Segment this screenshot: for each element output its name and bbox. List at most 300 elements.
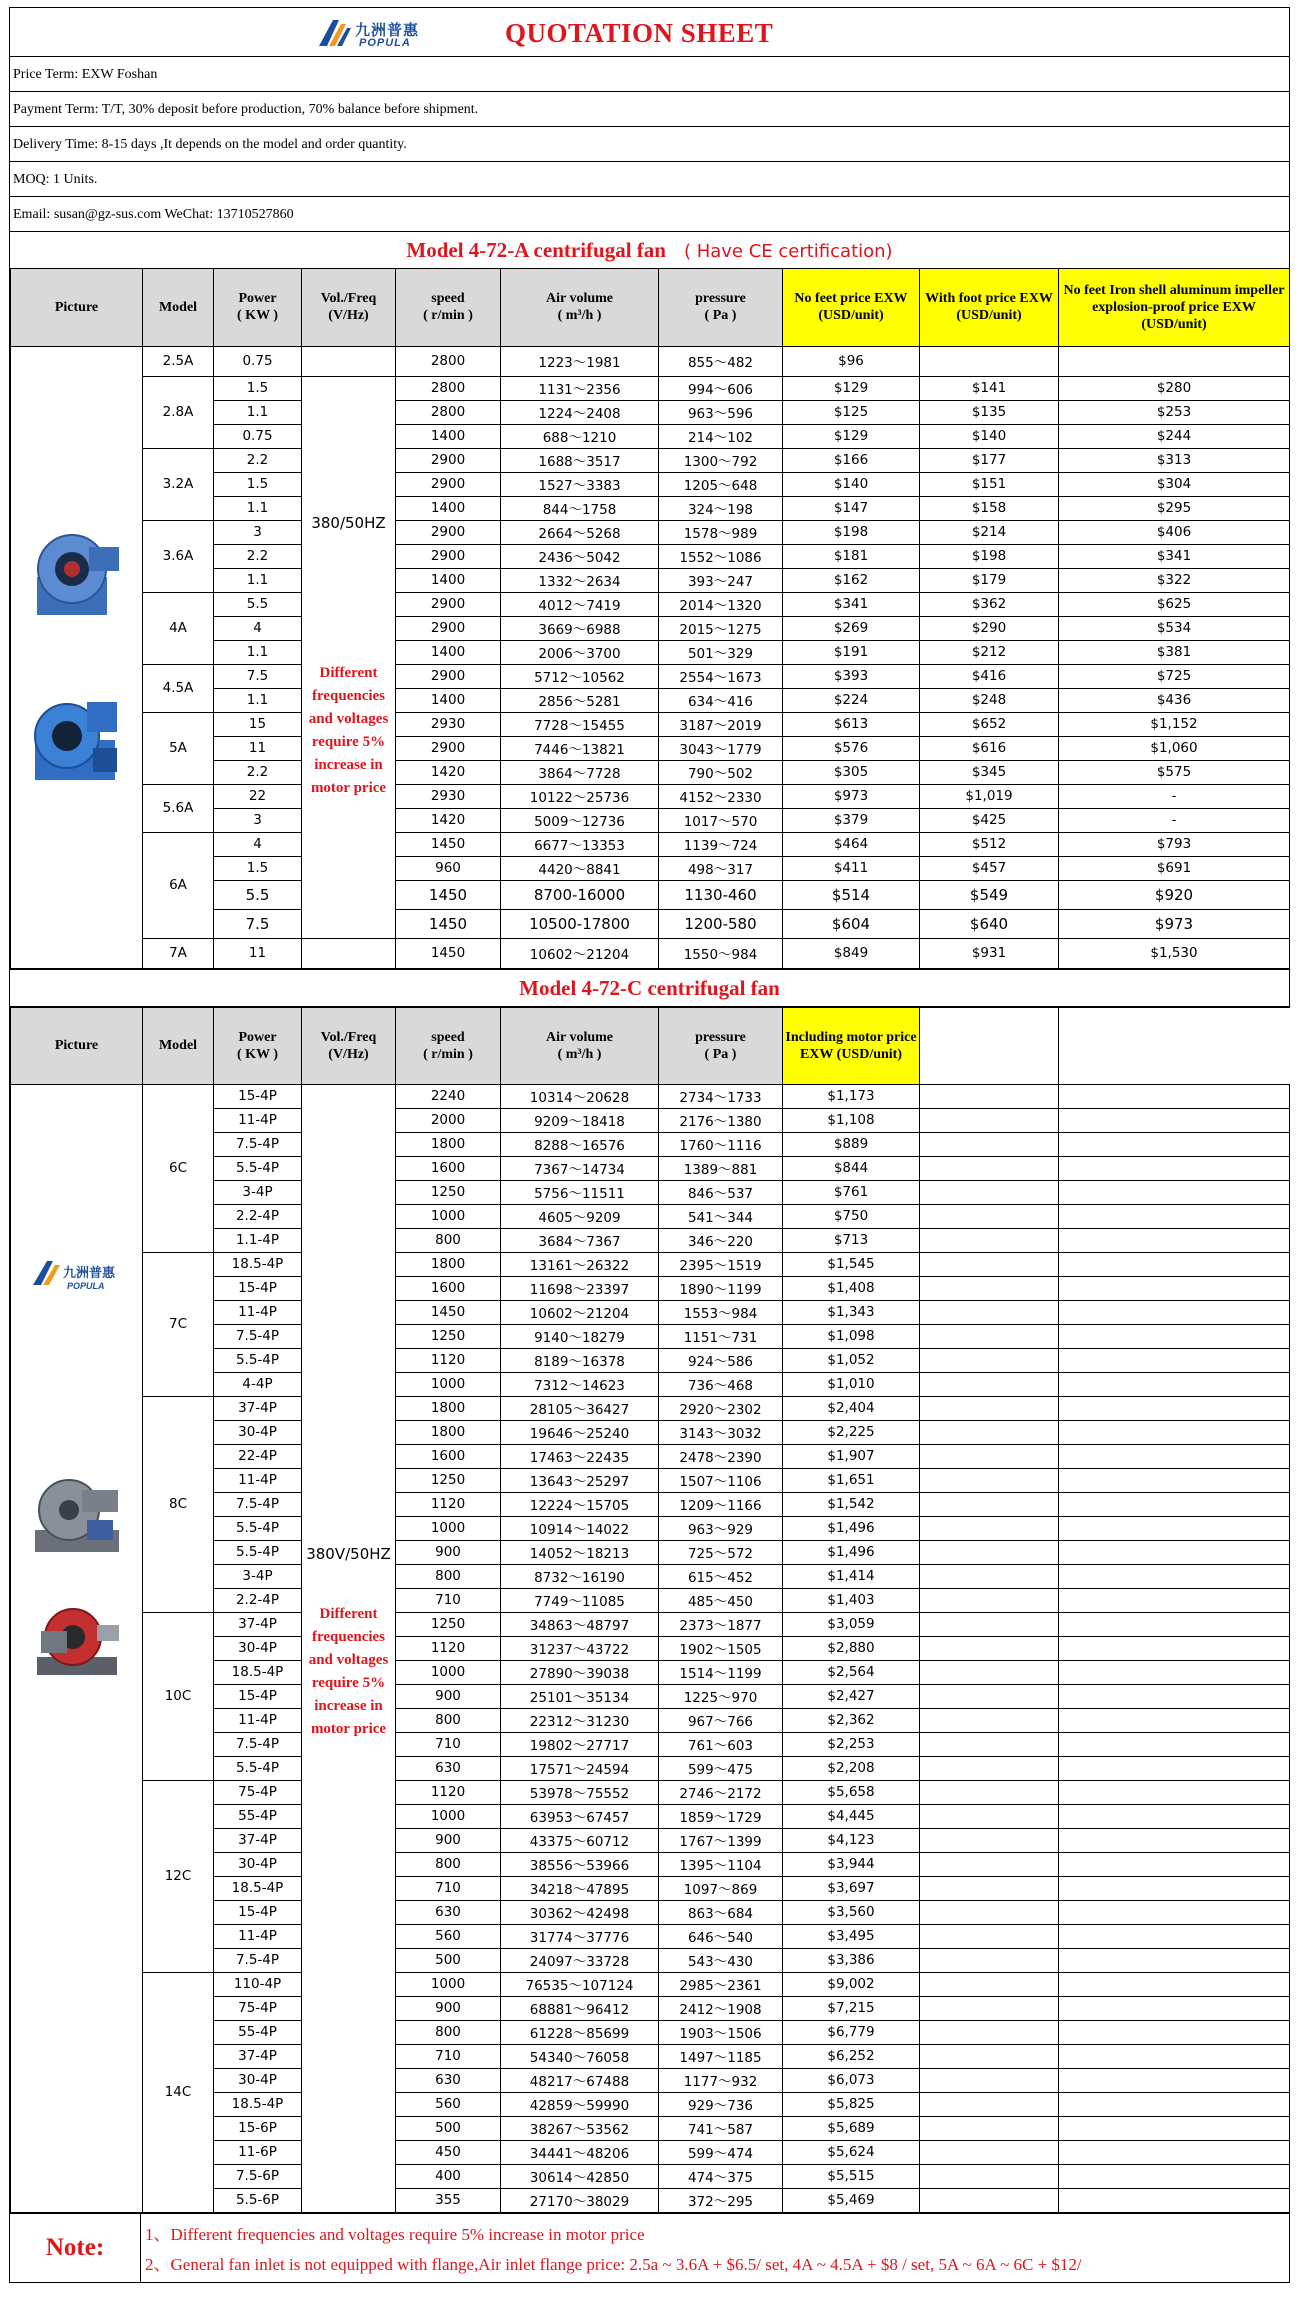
empty-cell (1059, 1108, 1290, 1132)
pressure-cell: 741～587 (659, 2116, 783, 2140)
empty-cell (920, 2140, 1059, 2164)
motor-price-cell: $1,403 (783, 1588, 920, 1612)
air-volume-cell: 63953～67457 (501, 1804, 659, 1828)
speed-cell: 800 (396, 1228, 501, 1252)
speed-cell: 1250 (396, 1324, 501, 1348)
power-cell: 15-6P (214, 2116, 302, 2140)
empty-cell (920, 1996, 1059, 2020)
air-volume-cell: 19802～27717 (501, 1732, 659, 1756)
power-cell: 11 (214, 736, 302, 760)
power-cell: 55-4P (214, 1804, 302, 1828)
with-foot-price-cell: $616 (920, 736, 1059, 760)
with-foot-price-cell: $290 (920, 616, 1059, 640)
pressure-cell: 498～317 (659, 856, 783, 880)
air-volume-cell: 1131～2356 (501, 376, 659, 400)
air-volume-cell: 13643～25297 (501, 1468, 659, 1492)
power-cell: 5.5-4P (214, 1156, 302, 1180)
speed-cell: 710 (396, 1732, 501, 1756)
explosion-proof-price-cell: $341 (1059, 544, 1290, 568)
air-volume-cell: 10500-17800 (501, 909, 659, 938)
speed-cell: 1120 (396, 1636, 501, 1660)
no-feet-price-cell: $269 (783, 616, 920, 640)
section-c-title-text: Model 4-72-C centrifugal fan (519, 975, 780, 1000)
table-row (11, 376, 1290, 400)
col-speed-label: speed (431, 291, 465, 307)
power-cell: 37-4P (214, 1612, 302, 1636)
empty-cell (920, 1924, 1059, 1948)
motor-price-cell: $1,545 (783, 1252, 920, 1276)
motor-price-cell: $1,010 (783, 1372, 920, 1396)
motor-price-cell: $5,624 (783, 2140, 920, 2164)
empty-header-1 (920, 1007, 1059, 1084)
pressure-cell: 2014～1320 (659, 592, 783, 616)
air-volume-cell: 10602～21204 (501, 1300, 659, 1324)
speed-cell: 2900 (396, 448, 501, 472)
air-volume-cell: 27890～39038 (501, 1660, 659, 1684)
power-cell: 7.5-4P (214, 1324, 302, 1348)
air-volume-cell: 48217～67488 (501, 2068, 659, 2092)
col-picture: Picture (11, 269, 143, 346)
col-power (214, 269, 302, 346)
explosion-proof-price-cell: $381 (1059, 640, 1290, 664)
power-cell: 7.5-4P (214, 1948, 302, 1972)
pressure-cell: 485～450 (659, 1588, 783, 1612)
pressure-cell: 1200-580 (659, 909, 783, 938)
motor-price-cell: $1,108 (783, 1108, 920, 1132)
speed-cell: 2900 (396, 616, 501, 640)
empty-cell (1059, 1132, 1290, 1156)
motor-price-cell: $6,252 (783, 2044, 920, 2068)
logo-english-text: POPULA (359, 37, 411, 49)
pressure-cell: 1300～792 (659, 448, 783, 472)
pressure-cell: 1507～1106 (659, 1468, 783, 1492)
speed-cell: 2800 (396, 400, 501, 424)
air-volume-cell: 14052～18213 (501, 1540, 659, 1564)
empty-cell (920, 2092, 1059, 2116)
power-cell: 1.1 (214, 400, 302, 424)
motor-price-cell: $1,173 (783, 1084, 920, 1108)
power-cell: 3 (214, 808, 302, 832)
air-volume-cell: 76535～107124 (501, 1972, 659, 1996)
logo-icon (315, 16, 353, 50)
pressure-cell: 967～766 (659, 1708, 783, 1732)
power-cell: 1.5 (214, 472, 302, 496)
air-volume-cell: 5712～10562 (501, 664, 659, 688)
speed-cell: 1800 (396, 1420, 501, 1444)
model-cell: 4.5A (143, 664, 214, 712)
speed-cell: 630 (396, 2068, 501, 2092)
air-volume-cell: 4420～8841 (501, 856, 659, 880)
power-cell: 5.5 (214, 880, 302, 909)
speed-cell: 1400 (396, 496, 501, 520)
power-cell: 7.5 (214, 664, 302, 688)
power-cell: 18.5-4P (214, 1876, 302, 1900)
air-volume-cell: 9140～18279 (501, 1324, 659, 1348)
speed-cell: 710 (396, 1588, 501, 1612)
power-cell: 37-4P (214, 1828, 302, 1852)
motor-price-cell: $3,697 (783, 1876, 920, 1900)
pressure-cell: 1497～1185 (659, 2044, 783, 2068)
empty-cell (1059, 1324, 1290, 1348)
model-cell: 14C (143, 1972, 214, 2212)
pressure-cell: 1177～932 (659, 2068, 783, 2092)
with-foot-price-cell: $931 (920, 938, 1059, 968)
power-cell: 18.5-4P (214, 1660, 302, 1684)
motor-price-cell: $5,825 (783, 2092, 920, 2116)
col-volfreq (302, 269, 396, 346)
sheet-header (10, 8, 1289, 57)
empty-cell (1059, 1876, 1290, 1900)
no-feet-price-cell: $96 (783, 346, 920, 376)
explosion-proof-price-cell (1059, 346, 1290, 376)
section-a-title (10, 232, 1289, 269)
speed-cell: 1000 (396, 1972, 501, 1996)
industrial-fan-image (27, 1470, 127, 1565)
power-cell: 30-4P (214, 2068, 302, 2092)
pressure-cell: 736～468 (659, 1372, 783, 1396)
pressure-cell: 855～482 (659, 346, 783, 376)
with-foot-price-cell: $425 (920, 808, 1059, 832)
with-foot-price-cell: $141 (920, 376, 1059, 400)
motor-price-cell: $3,059 (783, 1612, 920, 1636)
voltage-text: 380/50HZ (311, 514, 386, 532)
speed-cell: 1120 (396, 1780, 501, 1804)
empty-cell (1059, 1852, 1290, 1876)
power-cell: 22 (214, 784, 302, 808)
air-volume-cell: 53978～75552 (501, 1780, 659, 1804)
air-volume-cell: 19646～25240 (501, 1420, 659, 1444)
logo-chinese-text: 九洲普惠 (355, 21, 420, 39)
empty-cell (1059, 2188, 1290, 2212)
speed-cell: 1450 (396, 1300, 501, 1324)
table-row (11, 1972, 1290, 1996)
empty-cell (920, 1972, 1059, 1996)
speed-cell: 1800 (396, 1252, 501, 1276)
table-row (11, 1252, 1290, 1276)
speed-cell: 1400 (396, 424, 501, 448)
with-foot-price-cell: $151 (920, 472, 1059, 496)
model-cell: 5A (143, 712, 214, 784)
power-cell: 7.5-4P (214, 1732, 302, 1756)
motor-price-cell: $750 (783, 1204, 920, 1228)
air-volume-cell: 28105～36427 (501, 1396, 659, 1420)
air-volume-cell: 12224～15705 (501, 1492, 659, 1516)
empty-cell (920, 1612, 1059, 1636)
air-volume-cell: 7749～11085 (501, 1588, 659, 1612)
air-volume-cell: 34218～47895 (501, 1876, 659, 1900)
empty-cell (920, 1684, 1059, 1708)
speed-cell: 1400 (396, 640, 501, 664)
air-volume-cell: 2436～5042 (501, 544, 659, 568)
pressure-cell: 1151～731 (659, 1324, 783, 1348)
pressure-cell: 2478～2390 (659, 1444, 783, 1468)
explosion-proof-price-cell: $920 (1059, 880, 1290, 909)
speed-cell: 1450 (396, 938, 501, 968)
empty-cell (920, 1492, 1059, 1516)
col-pressure-unit: ( Pa ) (704, 1046, 737, 1062)
power-cell: 5.5-4P (214, 1516, 302, 1540)
power-cell: 55-4P (214, 2020, 302, 2044)
col-speed (396, 1007, 501, 1084)
power-cell: 11-4P (214, 1108, 302, 1132)
speed-cell: 2000 (396, 1108, 501, 1132)
speed-cell: 900 (396, 1540, 501, 1564)
speed-cell: 1450 (396, 832, 501, 856)
motor-price-cell: $2,225 (783, 1420, 920, 1444)
empty-cell (1059, 1372, 1290, 1396)
empty-cell (1059, 1516, 1290, 1540)
no-feet-price-cell: $849 (783, 938, 920, 968)
power-cell: 2.2 (214, 448, 302, 472)
empty-cell (1059, 1804, 1290, 1828)
speed-cell: 1450 (396, 880, 501, 909)
air-volume-cell: 1223～1981 (501, 346, 659, 376)
table-row (11, 832, 1290, 856)
empty-cell (1059, 1564, 1290, 1588)
contact-info: Email: susan@gz-sus.com WeChat: 13710527860 (10, 197, 1289, 232)
air-volume-cell: 9209～18418 (501, 1108, 659, 1132)
motor-price-cell: $1,496 (783, 1540, 920, 1564)
col-motor-price: Including motor price EXW (USD/unit) (783, 1007, 920, 1084)
speed-cell: 1800 (396, 1396, 501, 1420)
motor-price-cell: $1,414 (783, 1564, 920, 1588)
table-row (11, 1396, 1290, 1420)
power-cell: 2.2 (214, 544, 302, 568)
empty-cell (920, 1564, 1059, 1588)
power-cell: 75-4P (214, 1780, 302, 1804)
col-volfreq-label: Vol./Freq (320, 1029, 377, 1045)
pressure-cell: 4152～2330 (659, 784, 783, 808)
empty-cell (1059, 2044, 1290, 2068)
no-feet-price-cell: $198 (783, 520, 920, 544)
svg-text:九洲普惠: 九洲普惠 (62, 1265, 115, 1281)
motor-price-cell: $5,689 (783, 2116, 920, 2140)
speed-cell: 1420 (396, 760, 501, 784)
volfreq-cell-empty (302, 938, 396, 968)
explosion-proof-price-cell: $280 (1059, 376, 1290, 400)
air-volume-cell: 30362～42498 (501, 1900, 659, 1924)
ce-certification-text: ( Have CE certification) (683, 241, 893, 262)
speed-cell: 710 (396, 2044, 501, 2068)
table-row (11, 346, 1290, 376)
pressure-cell: 2985～2361 (659, 1972, 783, 1996)
empty-cell (920, 1180, 1059, 1204)
speed-cell: 500 (396, 2116, 501, 2140)
delivery-time: Delivery Time: 8-15 days ,It depends on the model and order quantity. (10, 127, 1289, 162)
explosion-proof-price-cell: $244 (1059, 424, 1290, 448)
speed-cell: 2900 (396, 592, 501, 616)
explosion-proof-price-cell: $304 (1059, 472, 1290, 496)
motor-price-cell: $1,408 (783, 1276, 920, 1300)
table-row (11, 448, 1290, 472)
col-pressure-label: pressure (695, 291, 746, 307)
explosion-proof-price-cell: $295 (1059, 496, 1290, 520)
power-cell: 5.5-4P (214, 1756, 302, 1780)
with-foot-price-cell: $212 (920, 640, 1059, 664)
empty-cell (920, 1900, 1059, 1924)
power-cell: 15-4P (214, 1276, 302, 1300)
motor-price-cell: $2,362 (783, 1708, 920, 1732)
empty-cell (920, 1228, 1059, 1252)
col-volfreq-unit: (V/Hz) (328, 308, 369, 324)
svg-text:POPULA: POPULA (66, 1280, 105, 1291)
pressure-cell: 541～344 (659, 1204, 783, 1228)
model-cell: 3.6A (143, 520, 214, 592)
section-c-title (10, 969, 1289, 1007)
empty-cell (920, 1756, 1059, 1780)
empty-cell (920, 2164, 1059, 2188)
speed-cell: 1420 (396, 808, 501, 832)
empty-header-2 (1059, 1007, 1290, 1084)
voltage-frequency-cell (302, 376, 396, 938)
empty-cell (1059, 1180, 1290, 1204)
motor-price-cell: $4,445 (783, 1804, 920, 1828)
pressure-cell: 2734～1733 (659, 1084, 783, 1108)
empty-cell (920, 1252, 1059, 1276)
motor-price-cell: $5,469 (783, 2188, 920, 2212)
power-cell: 30-4P (214, 1420, 302, 1444)
motor-price-cell: $2,404 (783, 1396, 920, 1420)
with-foot-price-cell: $416 (920, 664, 1059, 688)
empty-cell (920, 1852, 1059, 1876)
air-volume-cell: 7367～14734 (501, 1156, 659, 1180)
with-foot-price-cell: $640 (920, 909, 1059, 938)
empty-cell (1059, 1636, 1290, 1660)
motor-price-cell: $7,215 (783, 1996, 920, 2020)
empty-cell (1059, 1924, 1290, 1948)
empty-cell (1059, 1444, 1290, 1468)
air-volume-cell: 7446～13821 (501, 736, 659, 760)
empty-cell (1059, 1660, 1290, 1684)
no-feet-price-cell: $125 (783, 400, 920, 424)
table-row (11, 664, 1290, 688)
col-volfreq-label: Vol./Freq (320, 291, 377, 307)
motor-price-cell: $5,658 (783, 1780, 920, 1804)
pressure-cell: 1097～869 (659, 1876, 783, 1900)
with-foot-price-cell: $135 (920, 400, 1059, 424)
pressure-cell: 1578～989 (659, 520, 783, 544)
col-air-volume (501, 1007, 659, 1084)
model-cell: 2.5A (143, 346, 214, 376)
col-pressure-unit: ( Pa ) (704, 308, 737, 324)
empty-cell (1059, 2092, 1290, 2116)
power-cell: 37-4P (214, 2044, 302, 2068)
explosion-proof-price-cell: $534 (1059, 616, 1290, 640)
motor-price-cell: $2,253 (783, 1732, 920, 1756)
table-c-header-row (11, 1007, 1290, 1084)
no-feet-price-cell: $464 (783, 832, 920, 856)
air-volume-cell: 31774～37776 (501, 1924, 659, 1948)
motor-price-cell: $844 (783, 1156, 920, 1180)
air-volume-cell: 8189～16378 (501, 1348, 659, 1372)
note-line-2: 2、General fan inlet is not equipped with flange,Air inlet flange price: 2.5a ~ 3.6A + $6.5/ set, 4A ~ 4.5A + $8 / set, 5A ~ 6A ~ 6C + $12/ (145, 2254, 1082, 2274)
empty-cell (920, 1516, 1059, 1540)
explosion-proof-price-cell: $575 (1059, 760, 1290, 784)
air-volume-cell: 6677～13353 (501, 832, 659, 856)
pressure-cell: 2920～2302 (659, 1396, 783, 1420)
air-volume-cell: 68881～96412 (501, 1996, 659, 2020)
col-air-volume (501, 269, 659, 346)
with-foot-price-cell: $549 (920, 880, 1059, 909)
no-feet-price-cell: $514 (783, 880, 920, 909)
col-speed-unit: ( r/min ) (423, 308, 473, 324)
pressure-cell: 929～736 (659, 2092, 783, 2116)
pressure-cell: 1903～1506 (659, 2020, 783, 2044)
power-cell: 5.5-4P (214, 1540, 302, 1564)
col-with-foot-price: With foot price EXW (USD/unit) (920, 269, 1059, 346)
no-feet-price-cell: $973 (783, 784, 920, 808)
with-foot-price-cell: $179 (920, 568, 1059, 592)
pressure-cell: 1205～648 (659, 472, 783, 496)
empty-cell (920, 1636, 1059, 1660)
speed-cell: 2800 (396, 346, 501, 376)
no-feet-price-cell: $379 (783, 808, 920, 832)
power-cell: 0.75 (214, 424, 302, 448)
volfreq-cell-empty (302, 346, 396, 376)
empty-cell (1059, 1684, 1290, 1708)
empty-cell (920, 2188, 1059, 2212)
product-pictures (11, 346, 143, 968)
motor-price-cell: $2,564 (783, 1660, 920, 1684)
pressure-cell: 846～537 (659, 1180, 783, 1204)
empty-cell (1059, 1300, 1290, 1324)
power-cell: 18.5-4P (214, 1252, 302, 1276)
page-title: QUOTATION SHEET (505, 18, 774, 48)
explosion-proof-price-cell: $691 (1059, 856, 1290, 880)
pressure-cell: 863～684 (659, 1900, 783, 1924)
speed-cell: 400 (396, 2164, 501, 2188)
pressure-cell: 1209～1166 (659, 1492, 783, 1516)
empty-cell (920, 1588, 1059, 1612)
pressure-cell: 393～247 (659, 568, 783, 592)
empty-cell (920, 1780, 1059, 1804)
air-volume-cell: 38267～53562 (501, 2116, 659, 2140)
speed-cell: 2240 (396, 1084, 501, 1108)
speed-cell: 800 (396, 2020, 501, 2044)
pressure-cell: 501～329 (659, 640, 783, 664)
pressure-cell: 2746～2172 (659, 1780, 783, 1804)
pressure-cell: 2176～1380 (659, 1108, 783, 1132)
speed-cell: 2800 (396, 376, 501, 400)
pressure-cell: 1225～970 (659, 1684, 783, 1708)
speed-cell: 2930 (396, 712, 501, 736)
empty-cell (920, 1468, 1059, 1492)
speed-cell: 2900 (396, 664, 501, 688)
motor-price-cell: $1,098 (783, 1324, 920, 1348)
empty-cell (920, 1276, 1059, 1300)
speed-cell: 1600 (396, 1276, 501, 1300)
speed-cell: 1120 (396, 1348, 501, 1372)
with-foot-price-cell: $512 (920, 832, 1059, 856)
pressure-cell: 963～929 (659, 1516, 783, 1540)
air-volume-cell: 4012～7419 (501, 592, 659, 616)
explosion-proof-price-cell: - (1059, 784, 1290, 808)
power-cell: 15 (214, 712, 302, 736)
air-volume-cell: 1688～3517 (501, 448, 659, 472)
empty-cell (920, 2044, 1059, 2068)
speed-cell: 2930 (396, 784, 501, 808)
pressure-cell: 1890～1199 (659, 1276, 783, 1300)
col-speed (396, 269, 501, 346)
table-a-header-row (11, 269, 1290, 346)
motor-price-cell: $761 (783, 1180, 920, 1204)
motor-price-cell: $1,542 (783, 1492, 920, 1516)
with-foot-price-cell: $345 (920, 760, 1059, 784)
pressure-cell: 214～102 (659, 424, 783, 448)
model-cell: 3.2A (143, 448, 214, 520)
power-cell: 1.1 (214, 688, 302, 712)
air-volume-cell: 13161～26322 (501, 1252, 659, 1276)
